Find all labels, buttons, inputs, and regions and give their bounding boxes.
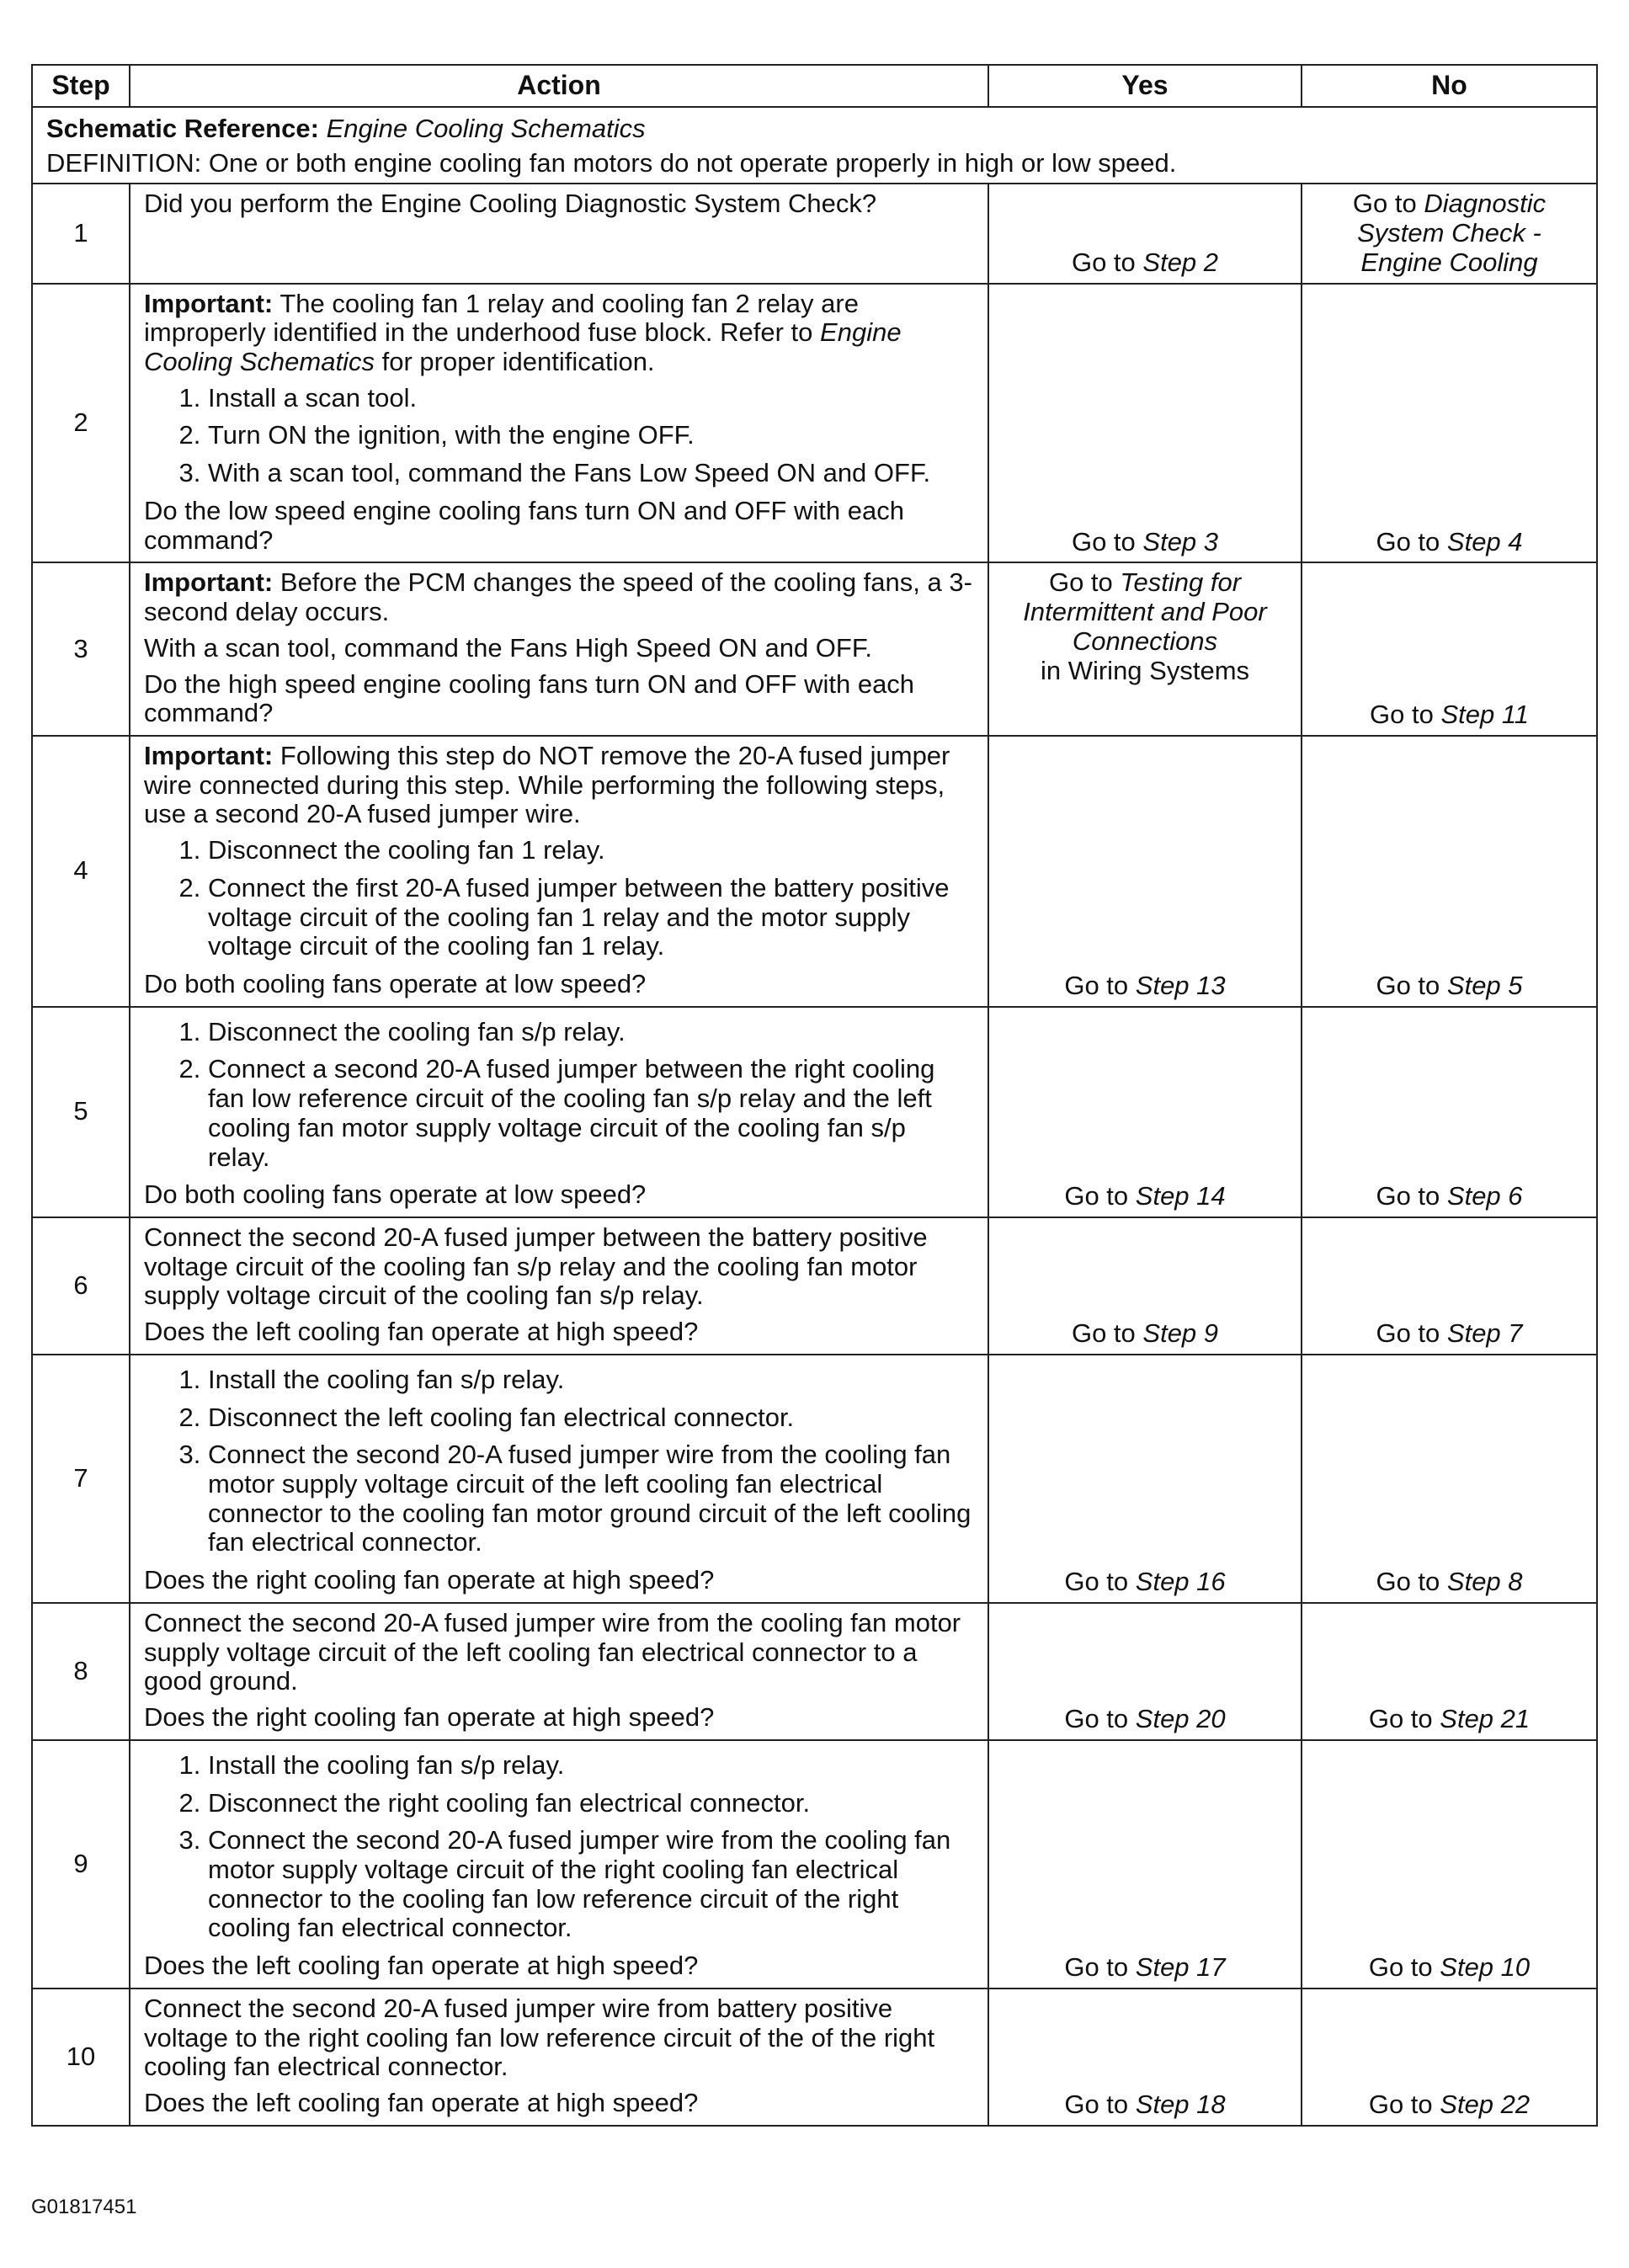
- important-text: The cooling fan 1 relay and cooling fan 2 relay are improperly identified in the underhood fuse block. Refer to: [144, 288, 859, 348]
- action-cell: [130, 1217, 988, 1355]
- table-row: [32, 1217, 1597, 1355]
- no-target-link[interactable]: Step 4: [1446, 526, 1523, 556]
- no-target-link[interactable]: Step 10: [1440, 1952, 1531, 1983]
- step-number: 9: [32, 1740, 130, 1988]
- action-instruction: With a scan tool, command the Fans High Speed ON and OFF.: [144, 632, 872, 663]
- action-cell: [130, 562, 988, 736]
- no-target-link[interactable]: Step 8: [1446, 1567, 1523, 1597]
- procedure-item: 1. Disconnect the cooling fan s/p relay.: [208, 1018, 974, 1047]
- yes-target-link[interactable]: Step 2: [1142, 247, 1219, 277]
- yes-target-link[interactable]: Step 13: [1135, 970, 1226, 1000]
- yes-cell: [988, 184, 1302, 283]
- no-cell: [1302, 1988, 1597, 2126]
- action-cell: [130, 1355, 988, 1603]
- yes-cell: [988, 284, 1302, 563]
- yes-cell: [988, 1217, 1302, 1355]
- yes-go-to: Go to: [1064, 1181, 1129, 1211]
- procedure-item: 2. Disconnect the right cooling fan electrical connector.: [208, 1789, 974, 1818]
- important-note: [144, 290, 974, 377]
- procedure-item: 1. Install the cooling fan s/p relay.: [208, 1366, 974, 1395]
- important-text: Before the PCM changes the speed of the cooling fans, a 3-second delay occurs.: [144, 567, 972, 627]
- action-question: Does the left cooling fan operate at high speed?: [144, 1317, 699, 1347]
- header-yes: Yes: [988, 65, 1302, 107]
- action-question: Do the high speed engine cooling fans turn ON and OFF with each command?: [144, 668, 915, 728]
- procedure-item: 1. Install the cooling fan s/p relay.: [208, 1751, 974, 1781]
- header-no: No: [1302, 65, 1597, 107]
- procedure-list: [144, 836, 974, 961]
- procedure-item: 2. Disconnect the left cooling fan electrical connector.: [208, 1403, 974, 1433]
- no-target-link[interactable]: Step 7: [1446, 1318, 1523, 1349]
- yes-cell: [988, 736, 1302, 1007]
- action-question: Does the right cooling fan operate at high speed?: [144, 1702, 715, 1733]
- no-go-to: Go to: [1368, 1704, 1433, 1734]
- no-go-to: Go to: [1376, 526, 1440, 556]
- yes-go-to: Go to: [1064, 970, 1129, 1000]
- no-go-to: Go to: [1376, 1181, 1440, 1211]
- no-cell: [1302, 562, 1597, 736]
- no-go-to: Go to: [1352, 189, 1417, 219]
- diagnostic-table: [31, 64, 1598, 2127]
- no-cell: [1302, 284, 1597, 563]
- important-note: [144, 742, 974, 829]
- procedure-item: 3. Connect the second 20-A fused jumper wire from the cooling fan motor supply voltage circuit of the left cooling fan electrical connector to the cooling fan motor ground circuit of the left cooling fan electrical connector.: [208, 1440, 974, 1557]
- action-cell: [130, 1007, 988, 1217]
- procedure-list: [144, 384, 974, 488]
- yes-target-link[interactable]: Step 14: [1135, 1181, 1226, 1211]
- no-go-to: Go to: [1376, 1567, 1440, 1597]
- yes-target-link[interactable]: Testing for Intermittent and Poor Connections: [1023, 567, 1267, 656]
- procedure-item: 2. Turn ON the ignition, with the engine OFF.: [208, 421, 974, 450]
- yes-target-link[interactable]: Step 20: [1135, 1704, 1226, 1734]
- action-question: Does the left cooling fan operate at high speed?: [144, 2087, 699, 2117]
- no-cell: [1302, 1217, 1597, 1355]
- header-step: Step: [32, 65, 130, 107]
- procedure-item: 2. Connect the first 20-A fused jumper between the battery positive voltage circuit of the cooling fan 1 relay and the motor supply voltage circuit of the cooling fan 1 relay.: [208, 874, 974, 961]
- action-cell: [130, 736, 988, 1007]
- action-question: Does the left cooling fan operate at high speed?: [144, 1951, 699, 1981]
- yes-go-to: Go to: [1064, 1567, 1129, 1597]
- important-note: [144, 568, 974, 626]
- procedure-item: 1. Install a scan tool.: [208, 384, 974, 413]
- definition-text: DEFINITION: One or both engine cooling fan motors do not operate properly in high or low speed.: [46, 147, 1177, 178]
- no-target-link[interactable]: Step 22: [1440, 2089, 1531, 2119]
- no-target-link[interactable]: Step 6: [1446, 1181, 1523, 1211]
- action-question: Do both cooling fans operate at low speed?: [144, 1179, 647, 1210]
- yes-target-link[interactable]: Step 18: [1135, 2089, 1226, 2119]
- yes-cell: [988, 1740, 1302, 1988]
- reference-cell: [32, 107, 1597, 184]
- yes-cell: [988, 1603, 1302, 1740]
- yes-go-to: Go to: [1048, 567, 1113, 598]
- no-go-to: Go to: [1376, 1318, 1440, 1349]
- step-number: 5: [32, 1007, 130, 1217]
- yes-go-to: Go to: [1064, 1952, 1129, 1983]
- yes-target-suffix: in Wiring Systems: [1040, 655, 1250, 685]
- yes-go-to: Go to: [1071, 247, 1136, 277]
- no-cell: [1302, 1355, 1597, 1603]
- action-cell: [130, 1988, 988, 2126]
- procedure-item: 3. With a scan tool, command the Fans Low Speed ON and OFF.: [208, 459, 974, 488]
- no-target-link[interactable]: Step 21: [1440, 1704, 1531, 1734]
- action-instruction: Connect the second 20-A fused jumper between the battery positive voltage circuit of the cooling fan s/p relay and the cooling fan motor supply voltage circuit of the cooling fan s/p relay.: [144, 1222, 928, 1311]
- action-cell: [130, 1740, 988, 1988]
- reference-row: [32, 107, 1597, 184]
- no-cell: [1302, 1603, 1597, 1740]
- procedure-list: [144, 1751, 974, 1943]
- procedure-item: 3. Connect the second 20-A fused jumper wire from the cooling fan motor supply voltage circuit of the right cooling fan electrical connector to the cooling fan low reference circuit of the right cooling fan electrical connector.: [208, 1826, 974, 1943]
- procedure-item: 1. Disconnect the cooling fan 1 relay.: [208, 836, 974, 865]
- no-cell: [1302, 1007, 1597, 1217]
- header-row: [32, 65, 1597, 107]
- no-target-link[interactable]: Diagnostic System Check - Engine Cooling: [1357, 189, 1546, 277]
- yes-cell: [988, 1355, 1302, 1603]
- table-row: [32, 1988, 1597, 2126]
- no-cell: [1302, 184, 1597, 283]
- action-cell: [130, 1603, 988, 1740]
- action-cell: [130, 184, 988, 283]
- important-text-end: for proper identification.: [381, 347, 655, 377]
- yes-target-link[interactable]: Step 3: [1142, 526, 1219, 556]
- important-label: Important:: [144, 567, 274, 598]
- step-number: 7: [32, 1355, 130, 1603]
- schematic-reference: [46, 114, 1583, 144]
- figure-id: G01817451: [31, 2196, 137, 2218]
- action-instruction: Connect the second 20-A fused jumper wire from battery positive voltage to the right cooling fan low reference circuit of the of the right cooling fan electrical connector.: [144, 1993, 935, 2082]
- yes-cell: [988, 1007, 1302, 1217]
- procedure-item: 2. Connect a second 20-A fused jumper between the right cooling fan low reference circuit of the cooling fan s/p relay and the left cooling fan motor supply voltage circuit of the cooling fan s/p relay.: [208, 1055, 974, 1172]
- no-go-to: Go to: [1368, 2089, 1433, 2119]
- schematic-link[interactable]: Engine Cooling Schematics: [326, 114, 646, 143]
- no-cell: [1302, 736, 1597, 1007]
- important-label: Important:: [144, 288, 274, 318]
- important-label: Important:: [144, 740, 274, 770]
- important-reference-link[interactable]: Engine Cooling Schematics: [144, 317, 902, 377]
- no-go-to: Go to: [1369, 700, 1434, 730]
- schematic-label: Schematic Reference:: [46, 114, 319, 143]
- important-text: Following this step do NOT remove the 20-A fused jumper wire connected during this step. While performing the following steps, use a second 20-A fused jumper wire.: [144, 740, 950, 829]
- procedure-list: [144, 1018, 974, 1173]
- no-target-link[interactable]: Step 11: [1440, 700, 1530, 730]
- action-cell: [130, 284, 988, 563]
- yes-go-to: Go to: [1071, 1318, 1136, 1349]
- yes-cell: [988, 1988, 1302, 2126]
- table-row: [32, 1603, 1597, 1740]
- step-number: 6: [32, 1217, 130, 1355]
- table-row: [32, 1740, 1597, 1988]
- step-number: 4: [32, 736, 130, 1007]
- table-row: [32, 1355, 1597, 1603]
- yes-target-link[interactable]: Step 16: [1135, 1567, 1226, 1597]
- step-number: 1: [32, 184, 130, 283]
- yes-go-to: Go to: [1064, 1704, 1129, 1734]
- no-go-to: Go to: [1376, 970, 1440, 1000]
- no-cell: [1302, 1740, 1597, 1988]
- table-row: [32, 562, 1597, 736]
- step-number: 2: [32, 284, 130, 563]
- step-number: 8: [32, 1603, 130, 1740]
- table-row: [32, 184, 1597, 283]
- table-row: [32, 736, 1597, 1007]
- yes-go-to: Go to: [1064, 2089, 1129, 2119]
- table-row: [32, 284, 1597, 563]
- yes-target-link[interactable]: Step 9: [1142, 1318, 1219, 1349]
- step-number: 3: [32, 562, 130, 736]
- action-question: Does the right cooling fan operate at high speed?: [144, 1565, 715, 1595]
- yes-cell: [988, 562, 1302, 736]
- yes-target-link[interactable]: Step 17: [1135, 1952, 1226, 1983]
- action-question: Did you perform the Engine Cooling Diagnostic System Check?: [144, 189, 877, 219]
- yes-go-to: Go to: [1071, 526, 1136, 556]
- no-target-link[interactable]: Step 5: [1446, 970, 1523, 1000]
- action-question: Do both cooling fans operate at low speed?: [144, 968, 647, 998]
- action-question: Do the low speed engine cooling fans turn ON and OFF with each command?: [144, 495, 904, 555]
- action-instruction: Connect the second 20-A fused jumper wire from the cooling fan motor supply voltage circuit of the left cooling fan electrical connector to a good ground.: [144, 1607, 961, 1696]
- table-row: [32, 1007, 1597, 1217]
- procedure-list: [144, 1366, 974, 1557]
- no-go-to: Go to: [1368, 1952, 1433, 1983]
- step-number: 10: [32, 1988, 130, 2126]
- header-action: Action: [130, 65, 988, 107]
